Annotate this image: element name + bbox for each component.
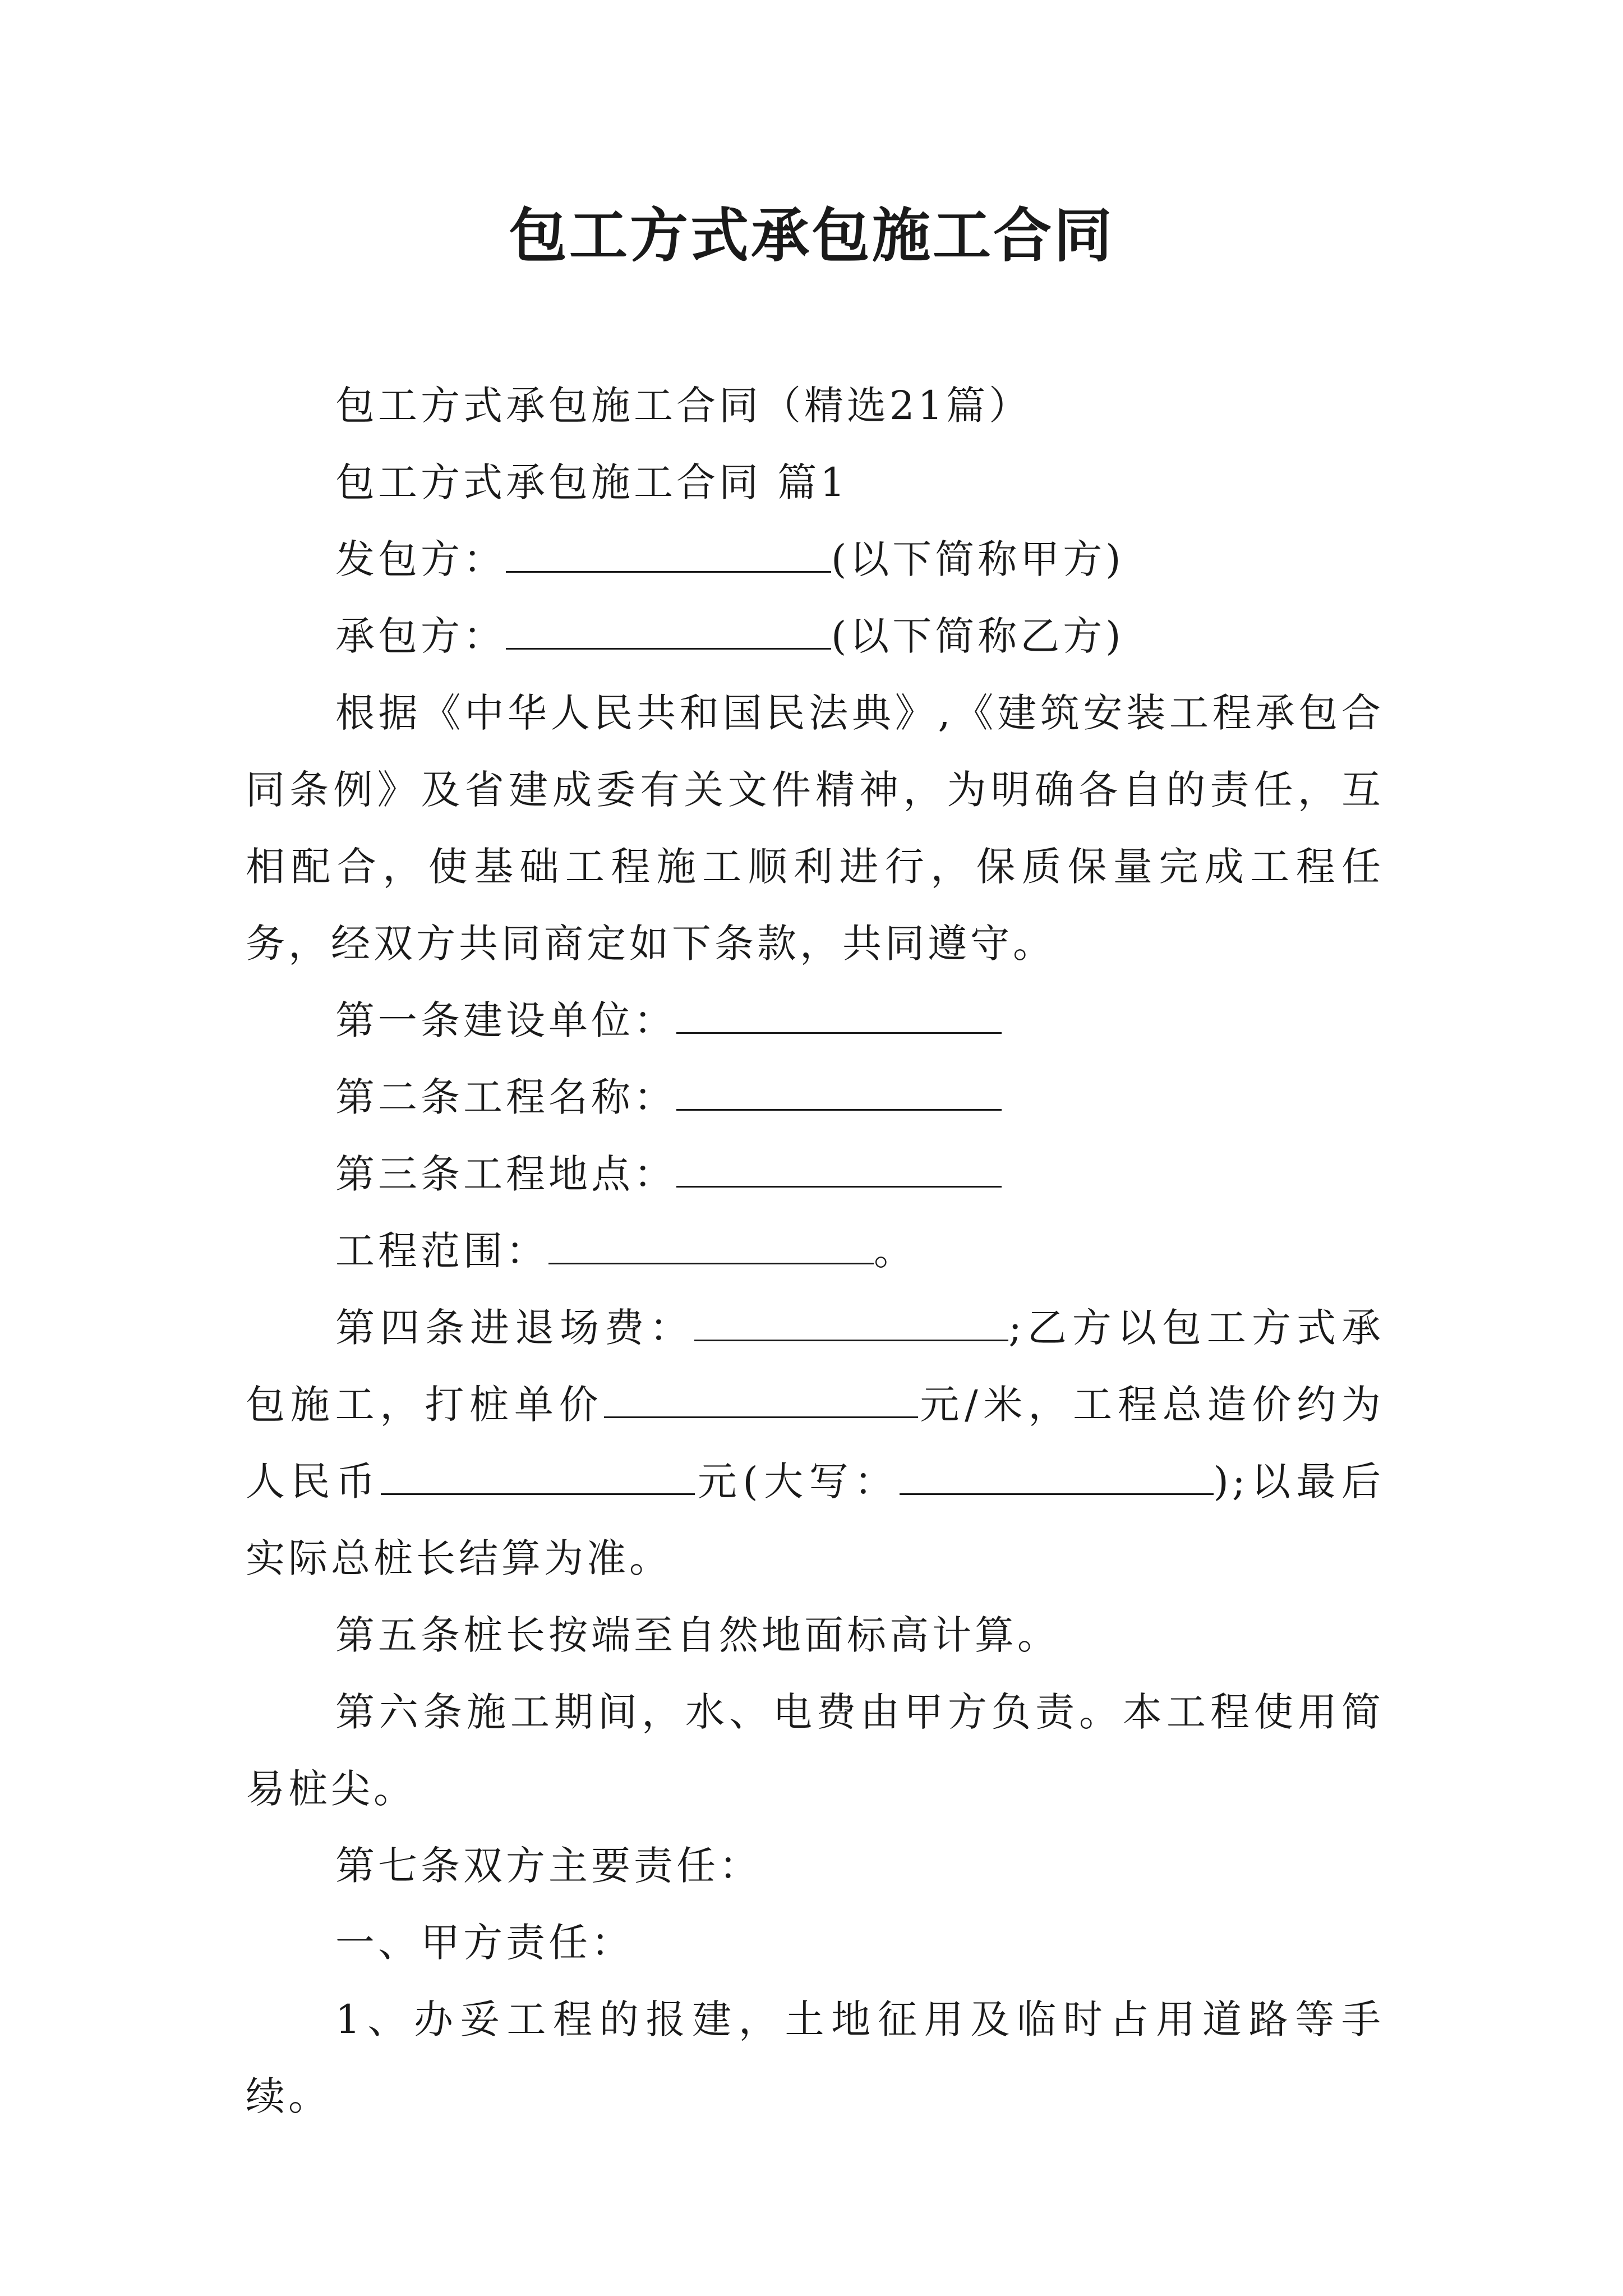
subtitle: 包工方式承包施工合同（精选21篇） — [335, 383, 1032, 429]
preamble-paragraph: 根据《中华人民共和国民法典》,《建筑安装工程承包合同条例》及省建成委有关文件精神，为明确各自的责任，互相配合，使基础工程施工顺利进行，保质保量完成工程任务，经双方共同商定如下条款，共同遵守。 — [246, 690, 1384, 967]
article-3-blank — [676, 1157, 1002, 1188]
article-5: 第五条桩长按端至自然地面标高计算。 — [335, 1612, 1060, 1658]
article-1 — [246, 982, 1384, 1059]
article-4-part-d: 元(大写： — [695, 1458, 900, 1504]
article-4-total-blank — [381, 1464, 695, 1495]
party-a-suffix: (以下简称甲方) — [831, 536, 1124, 582]
article-6: 第六条施工期间，水、电费由甲方负责。本工程使用简易桩尖。 — [246, 1689, 1384, 1812]
article-2 — [246, 1059, 1384, 1136]
party-a-blank — [506, 542, 831, 573]
article-2-label: 第二条工程名称： — [335, 1074, 676, 1120]
article-4 — [246, 1290, 1384, 1597]
scope-line — [246, 1213, 1384, 1290]
article-4-fee-blank — [694, 1310, 1008, 1341]
article-4-words-blank — [900, 1464, 1214, 1495]
article-4-part-e: );以最后实际总桩长结算为准。 — [246, 1458, 1384, 1581]
article-2-blank — [676, 1080, 1002, 1111]
article-7: 第七条双方主要责任： — [335, 1843, 762, 1889]
article-1-blank — [676, 1003, 1002, 1034]
article-4-part-a: 第四条进退场费： — [335, 1305, 695, 1351]
responsibility-item-1: 1、办妥工程的报建，土地征用及临时占用道路等手续。 — [246, 1996, 1384, 2119]
document-title: 包工方式承包施工合同 — [508, 201, 1114, 270]
party-a-line — [246, 521, 1384, 598]
party-b-line — [246, 598, 1384, 675]
party-a-responsibility-heading: 一、甲方责任： — [335, 1920, 634, 1966]
section-heading: 包工方式承包施工合同 篇1 — [335, 459, 849, 505]
document-body — [246, 367, 1384, 2135]
article-4-price-blank — [604, 1387, 918, 1418]
article-4-part-c: 元/米，工程总造价约为人民币 — [246, 1382, 1385, 1504]
party-b-suffix: (以下简称乙方) — [831, 613, 1124, 659]
scope-label: 工程范围： — [335, 1228, 548, 1274]
party-b-blank — [506, 619, 831, 650]
article-4-part-b: ;乙方以包工方式承包施工，打桩单价 — [246, 1305, 1384, 1428]
party-b-label: 承包方： — [335, 613, 506, 659]
article-3-label: 第三条工程地点： — [335, 1151, 676, 1197]
party-a-label: 发包方： — [335, 536, 506, 582]
scope-blank — [548, 1234, 874, 1264]
article-1-label: 第一条建设单位： — [335, 997, 676, 1043]
article-3 — [246, 1136, 1384, 1213]
scope-end: 。 — [874, 1228, 916, 1274]
